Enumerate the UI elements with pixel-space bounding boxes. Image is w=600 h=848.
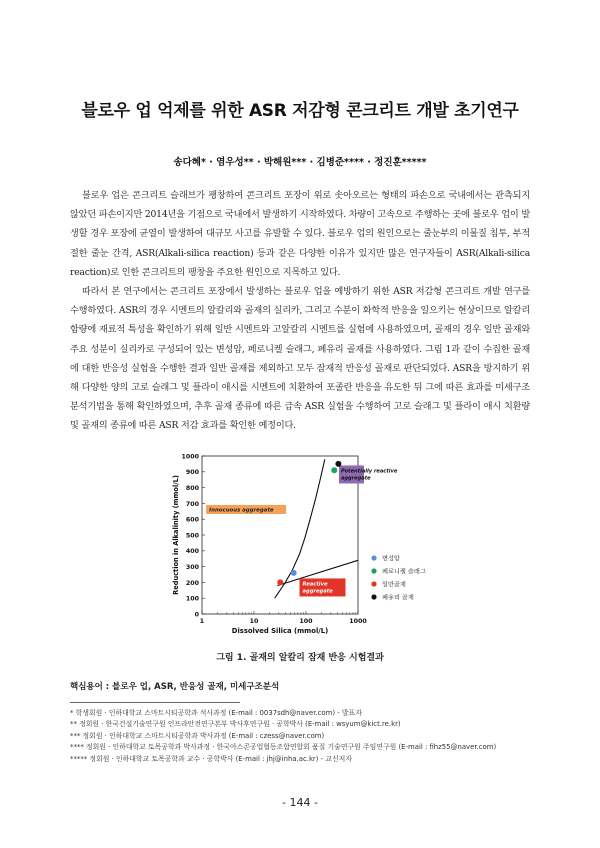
y-tick-label: 200: [185, 579, 199, 587]
page-number: - 144 -: [282, 796, 318, 809]
legend-marker-2: [371, 581, 376, 586]
footnote-5: ***** 정회원 · 인하대학교 토목공학과 교수 · 공학박사 (E-mail : jhj@inha.ac.kr) - 교신저자: [70, 754, 352, 763]
y-tick-label: 0: [194, 611, 199, 619]
keywords: 핵심용어 : 블로우 업, ASR, 반응성 골재, 미세구조분석: [70, 682, 280, 692]
data-point-3: [335, 461, 341, 467]
paper-title: 블로우 업 억제를 위한 ASR 저감형 콘크리트 개발 초기연구: [81, 101, 519, 121]
region-potentially-reactive-label-2: aggregate: [340, 475, 371, 482]
data-point-2: [277, 579, 283, 585]
footnotes: [70, 708, 540, 765]
y-tick-label: 800: [185, 485, 199, 492]
region-reactive-label-1: Reactive: [302, 581, 328, 588]
legend-label-0: 변성암: [382, 555, 400, 563]
legend-marker-1: [371, 568, 376, 573]
legend-label-2: 일반골재: [382, 581, 406, 589]
footnote-2: ** 정회원 · 한국건설기술연구원 인프라안전연구본부 박사후연구원 · 공학박사 (E-mail : wsyum@kict.re.kr): [70, 720, 401, 729]
legend-marker-0: [371, 555, 376, 560]
y-tick-label: 700: [185, 500, 199, 508]
x-tick-label: 1000: [349, 618, 367, 625]
y-tick-label: 600: [185, 516, 199, 524]
y-tick-label: 900: [185, 469, 199, 477]
legend-marker-3: [371, 594, 376, 599]
region-reactive-label-2: aggregate: [302, 588, 333, 595]
legend-label-1: 페로니켈 슬래그: [382, 568, 426, 576]
y-tick-label: 100: [185, 595, 199, 603]
x-tick-label: 100: [299, 618, 313, 625]
y-tick-label: 500: [185, 532, 199, 540]
x-tick-label: 10: [249, 618, 259, 625]
data-point-1: [331, 467, 337, 473]
figure-caption: 그림 1. 골재의 알칼리 잠재 반응 시험결과: [216, 653, 384, 663]
y-tick-label: 300: [185, 564, 199, 571]
paragraph-2: 따라서 본 연구에서는 콘크리트 포장에서 발생하는 블로우 업을 예방하기 위한 ASR 저감형 콘크리트 개발 연구를 수행하였다. ASR의 경우 시멘트의 알칼리와 골재의 실리카, 그리고 수분이 화학적 반응을 일으키는 현상이므로 알칼리 함량에 재료적 특성을 확인하기 위해 일반 시멘트와 고알칼리 시멘트를 실험에 사용하였으며, 골재의 경우 일반 골재와 주요 성분이 실리카로 구성되어 있는 변성암, 페로니켈 슬래그, 폐유리 골재를 사용하였다. 그림 1과 같이 수집한 골재에 대한 반응성 실험을 수행한 결과 일반 골재를 제외하고 모두 잠재적 반응성 골재로 판단되었다. ASR을 방지하기 위해 다양한 양의 고로 슬래그 및 플라이 애시를 시멘트에 치환하여 포졸란 반응을 유도한 뒤 그에 따른 효과를 미세구조분석기법을 통해 확인하였으며, 추후 골재 종류에 따른 급속 ASR 실험을 수행하여 고로 슬래그 및 플라이 애시 치환량 및 골재의 종류에 따른 ASR 저감 효과를 확인한 예정이다.: [70, 286, 530, 432]
region-innocuous-label: Innocuous aggregate: [209, 507, 274, 514]
y-axis-label: Reduction in Alkalinity (mmol/L): [172, 475, 180, 595]
y-tick-label: 1000: [181, 453, 199, 461]
y-tick-label: 400: [185, 548, 199, 556]
region-potentially-reactive-label-1: Potentially reactive: [340, 468, 398, 475]
x-tick-label: 1: [199, 618, 205, 625]
asr-reactivity-chart: [160, 450, 440, 640]
paragraph-1: 블로우 업은 콘크리트 슬래브가 팽창하여 콘크리트 포장이 위로 솟아오르는 형태의 파손으로 국내에서는 관측되지 않았던 파손이지만 2014년을 기점으로 국내에서 발생하기 시작하였다. 차량이 고속으로 주행하는 곳에 블로우 업이 발생할 경우 포장에 균열이 발생하여 대규모 사고를 유발할 수 있다. 블로우 업의 원인으로는 줄눈부의 이물질 침투, 부적절한 줄눈 간격, ASR(Alkali-silica reaction) 등과 같은 다양한 이유가 있지만 많은 연구자들이 ASR(Alkali-silica reaction)로 인한 콘크리트의 팽창을 주요한 원인으로 지목하고 있다.: [70, 190, 530, 278]
data-point-0: [291, 570, 297, 576]
legend-label-3: 폐유리 골재: [382, 594, 414, 602]
footnote-1: * 학생회원 · 인하대학교 스마트시티공학과 석사과정 (E-mail : 0037sdh@naver.com) - 발표자: [70, 709, 362, 717]
footnote-4: **** 정회원 · 인하대학교 토목공학과 박사과정 · 한국아스콘공업협동조합연합회 품질 기술연구원 주임연구원 (E-mail : fihz55@naver.com): [70, 743, 497, 752]
footnote-divider: [70, 702, 240, 703]
x-axis-label: Dissolved Silica (mmol/L): [231, 627, 329, 635]
footnote-3: *** 정회원 · 인하대학교 스마트시티공학과 박사과정 (E-mail : czess@naver.com): [70, 731, 325, 740]
author-list: 송다혜* · 염우성** · 박해원*** · 김병준**** · 정진훈*****: [173, 157, 427, 168]
